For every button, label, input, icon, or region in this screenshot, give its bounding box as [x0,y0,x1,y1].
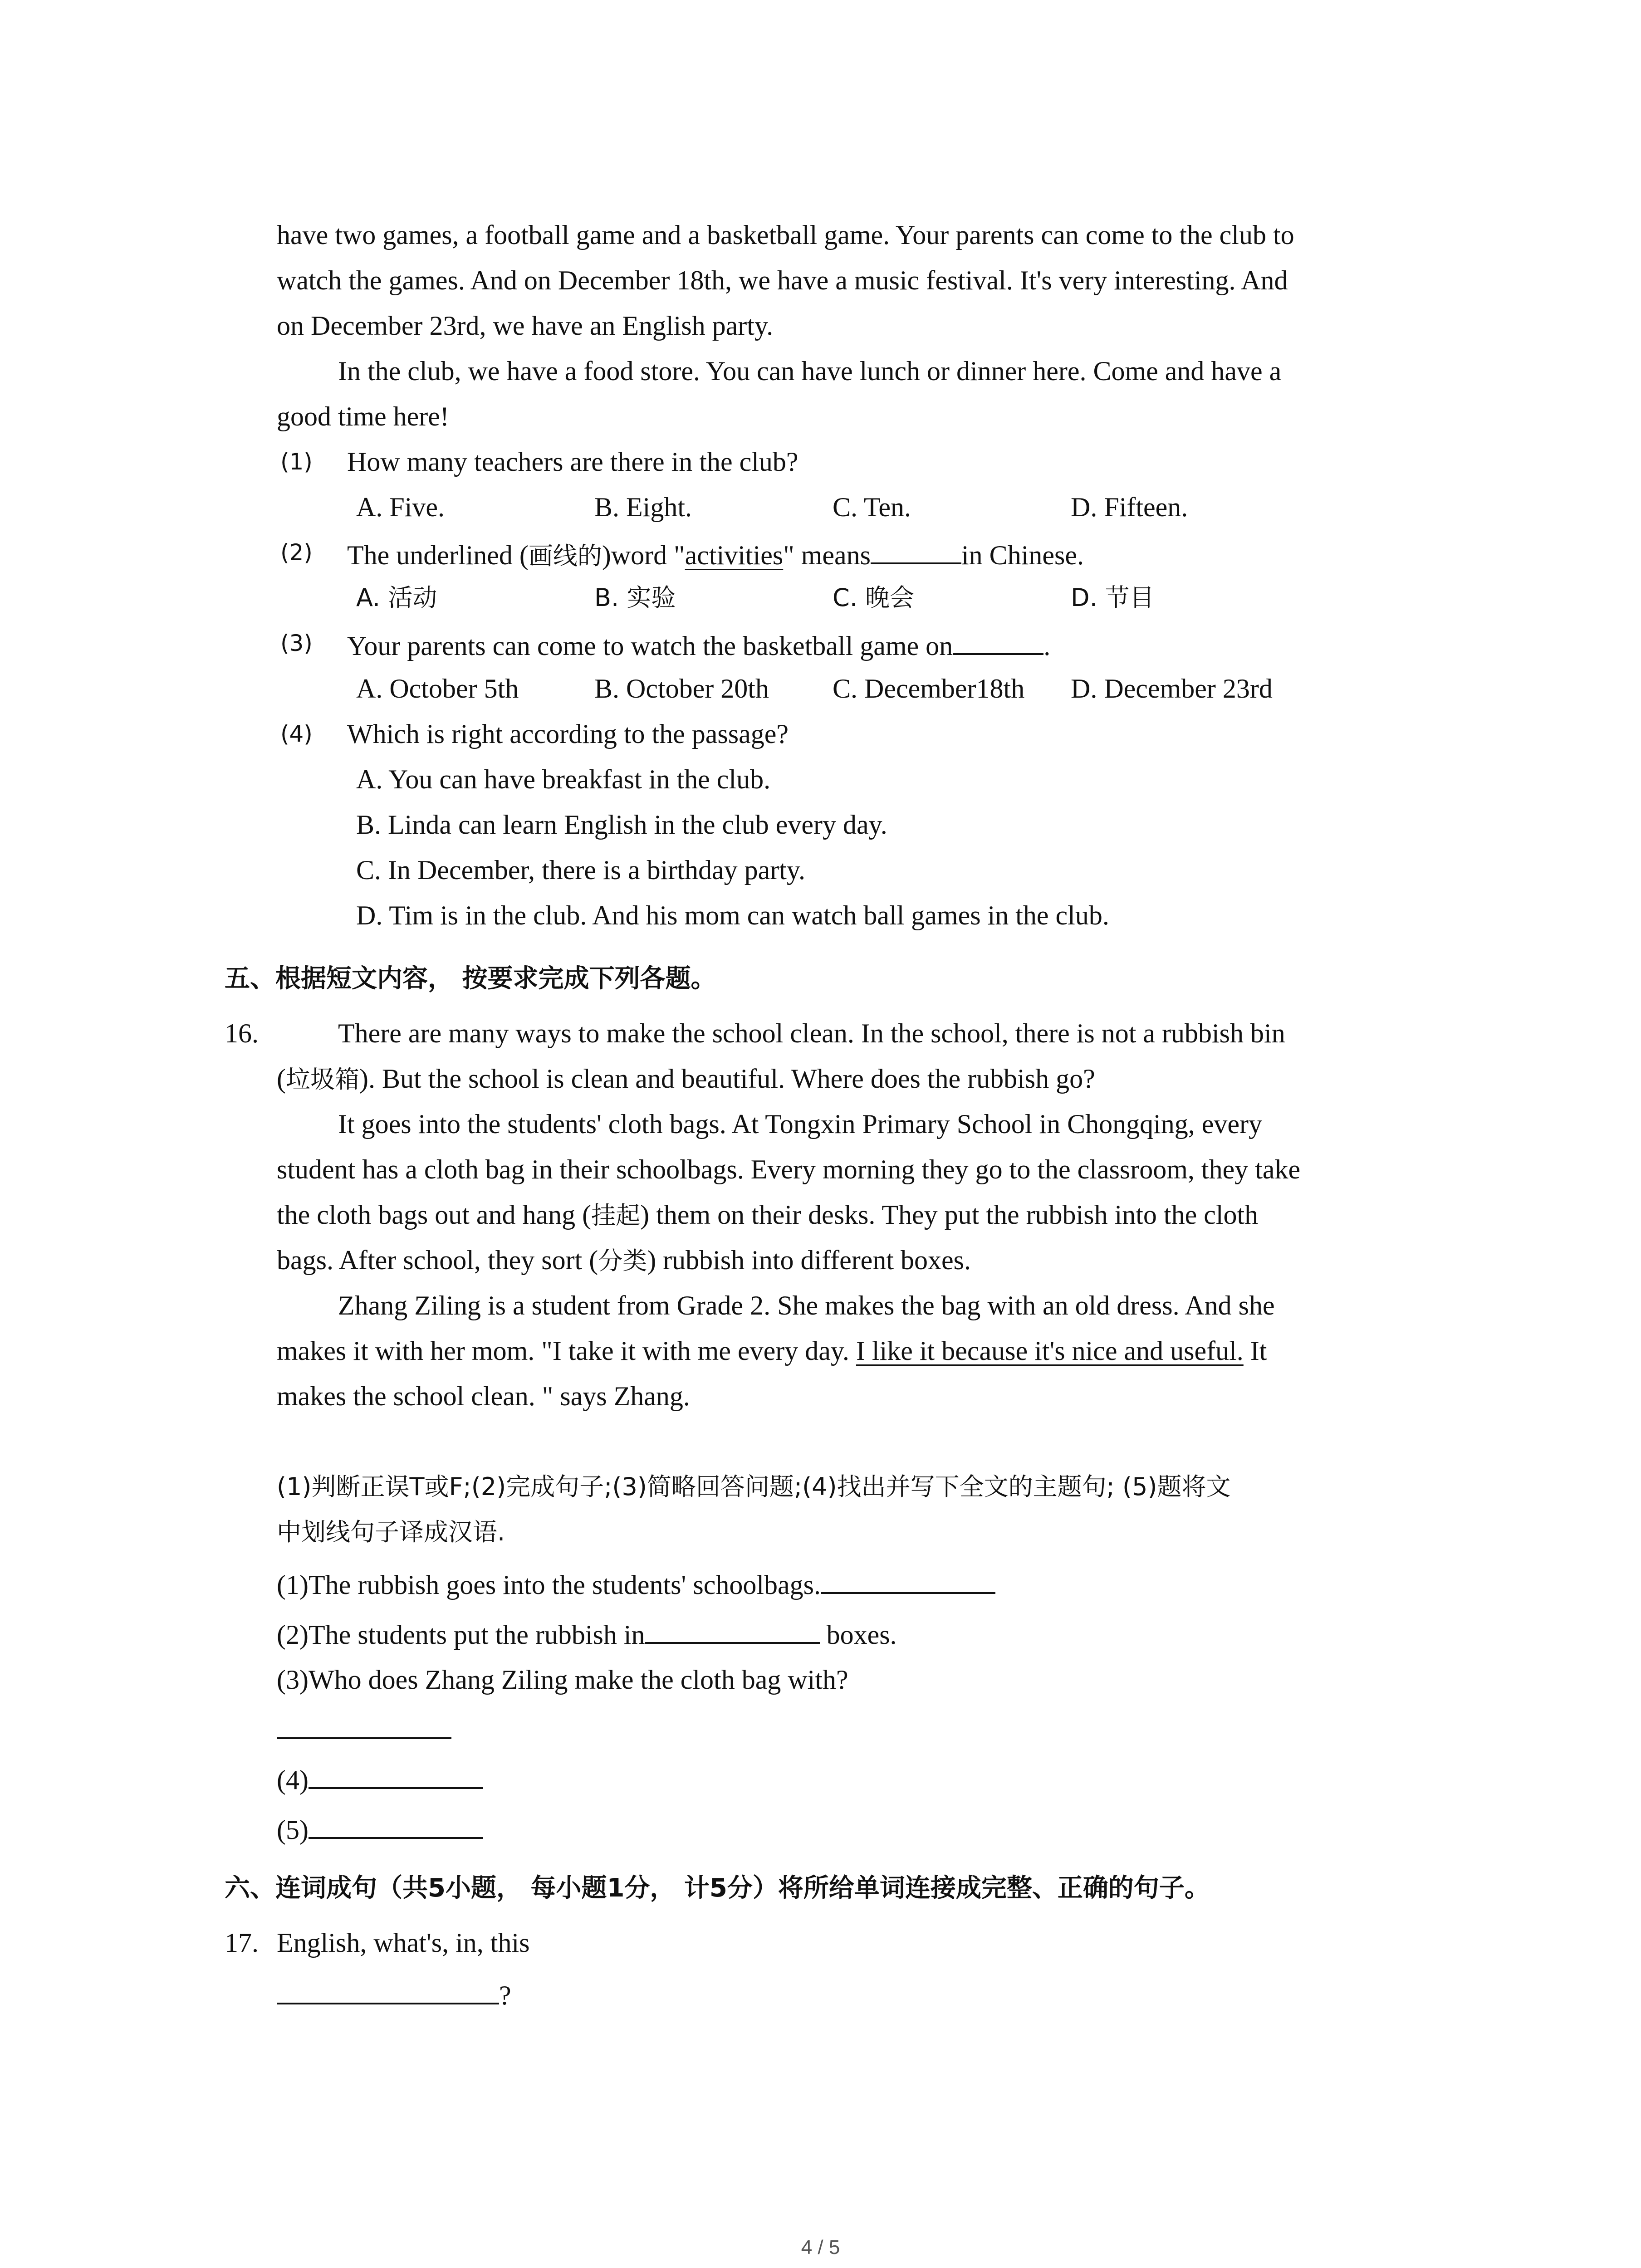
option-a: A. October 5th [356,674,519,704]
instruction-line: 中划线句子译成汉语. [277,1518,505,1546]
question-number: (4) [280,721,313,747]
passage-line: Zhang Ziling is a student from Grade 2. She makes the bag with an old dress. And she [338,1290,1275,1320]
passage-line: makes the school clean. " says Zhang. [277,1381,690,1411]
question-text: Your parents can come to watch the basketball game on . [347,626,1050,663]
section-heading: 六、连词成句（共5小题， 每小题1分， 计5分）将所给单词连接成完整、正确的句子。 [225,1873,1210,1903]
answer-blank [309,1760,483,1789]
passage-line: good time here! [277,401,449,431]
answer-blank [645,1615,820,1644]
question-number: 17. [225,1928,259,1958]
option-c: C. In December, there is a birthday party. [356,855,805,885]
option-d: D. Tim is in the club. And his mom can watch ball games in the club. [356,900,1109,930]
question-number: 16. [225,1018,259,1048]
subquestion-4: (4) [277,1760,483,1797]
passage-line: on December 23rd, we have an English party. [277,311,774,341]
passage-line: (垃圾箱). But the school is clean and beautiful. Where does the rubbish go? [277,1064,1095,1094]
answer-blank [953,626,1043,655]
option-c: C. 晚会 [833,583,915,612]
question-number: (1) [280,449,313,475]
subquestion-1: (1)The rubbish goes into the students' schoolbags. [277,1565,995,1602]
answer-line: ? [277,1975,511,2013]
answer-blank [871,535,961,564]
word-list: English, what's, in, this [277,1928,530,1958]
passage-line: student has a cloth bag in their schoolbags. Every morning they go to the classroom, they take [277,1154,1301,1184]
option-c: C. Ten. [833,492,911,522]
underlined-word: activities [685,540,784,570]
section-heading: 五、根据短文内容， 按要求完成下列各题。 [225,964,716,993]
option-b: B. Eight. [594,492,692,522]
option-c: C. December18th [833,674,1025,704]
passage-line: In the club, we have a food store. You can have lunch or dinner here. Come and have a [338,356,1282,386]
passage-line: There are many ways to make the school clean. In the school, there is not a rubbish bin [338,1018,1285,1048]
option-a: A. You can have breakfast in the club. [356,764,771,794]
answer-blank [277,1710,451,1739]
passage-line: bags. After school, they sort (分类) rubbish into different boxes. [277,1245,971,1275]
passage-line: have two games, a football game and a basketball game. Your parents can come to the club to [277,220,1294,250]
question-text: How many teachers are there in the club? [347,447,798,477]
option-b: B. October 20th [594,674,769,704]
answer-blank [309,1810,483,1839]
subquestion-3: (3)Who does Zhang Ziling make the cloth bag with? [277,1665,848,1695]
question-text: The underlined (画线的)word "activities" means in Chinese. [347,535,1084,573]
option-d: D. December 23rd [1071,674,1273,704]
instruction-line: (1)判断正误T或F;(2)完成句子;(3)简略回答问题;(4)找出并写下全文的主题句; (5)题将文 [277,1472,1231,1501]
passage-line: the cloth bags out and hang (挂起) them on their desks. They put the rubbish into the cloth [277,1200,1259,1230]
answer-line-3 [277,1710,451,1747]
option-d: D. Fifteen. [1071,492,1188,522]
subquestion-5: (5) [277,1810,483,1847]
page-number: 4 / 5 [801,2236,840,2258]
option-b: B. 实验 [594,583,676,612]
option-a: A. Five. [356,492,445,522]
passage-line: It goes into the students' cloth bags. At Tongxin Primary School in Chongqing, every [338,1109,1263,1139]
answer-blank [821,1565,995,1594]
question-number: (3) [280,630,313,656]
passage-line: makes it with her mom. "I take it with me every day. I like it because it's nice and useful. It [277,1336,1267,1366]
option-a: A. 活动 [356,583,437,612]
question-number: (2) [280,539,313,566]
option-b: B. Linda can learn English in the club every day. [356,810,887,840]
passage-line: watch the games. And on December 18th, we have a music festival. It's very interesting. And [277,265,1288,295]
underlined-sentence: I like it because it's nice and useful. [856,1336,1244,1366]
subquestion-2: (2)The students put the rubbish in boxes. [277,1615,897,1652]
answer-blank [277,1975,499,2004]
question-text: Which is right according to the passage? [347,719,789,749]
option-d: D. 节目 [1071,583,1154,612]
